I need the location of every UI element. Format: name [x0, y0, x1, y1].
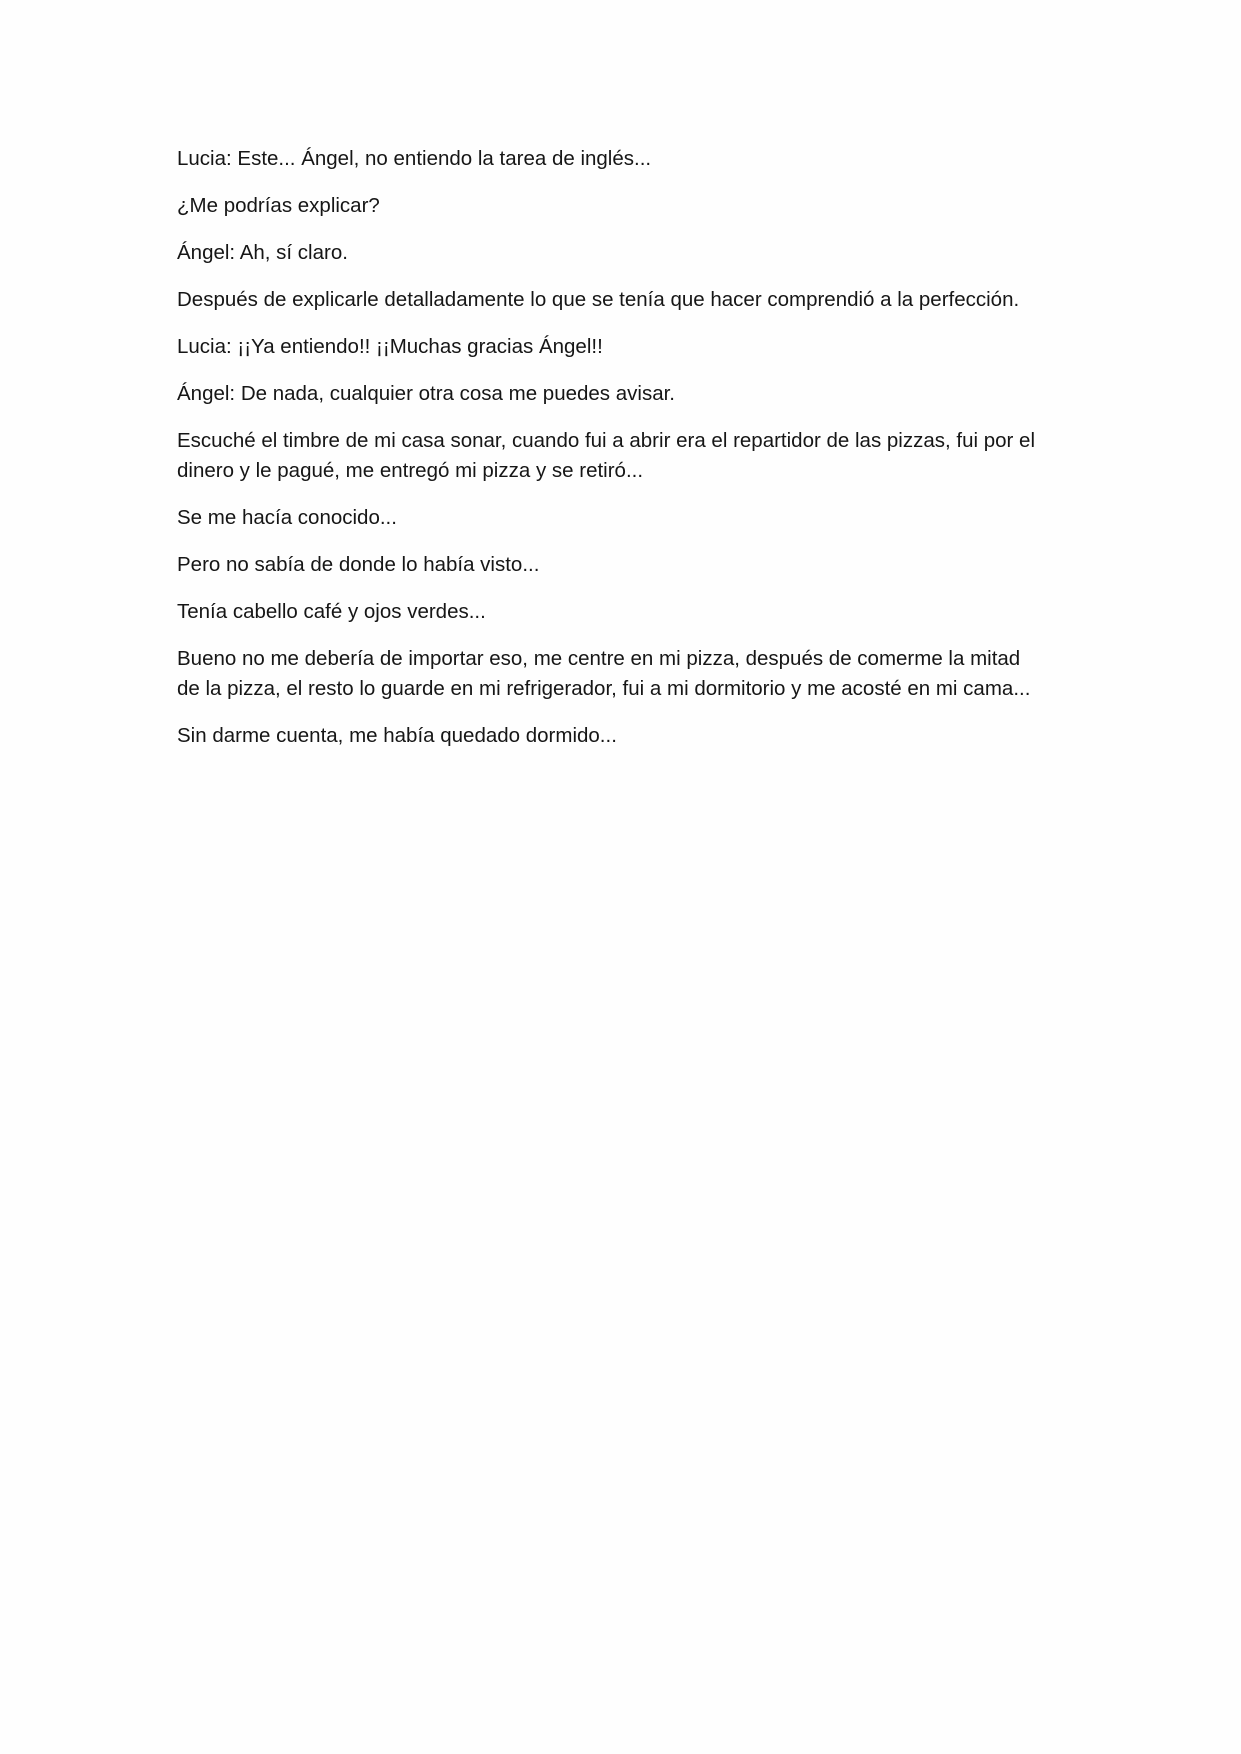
paragraph-11: Bueno no me debería de importar eso, me centre en mi pizza, después de comerme la mitad de la pizza, el resto lo guarde en mi refrigerador, fui a mi dormitorio y me acosté en mi cama...: [177, 647, 1031, 700]
paragraph-8: Se me hacía conocido...: [177, 506, 397, 529]
document-body: [177, 144, 1077, 768]
paragraph-2: ¿Me podrías explicar?: [177, 194, 380, 217]
paragraph-7: Escuché el timbre de mi casa sonar, cuando fui a abrir era el repartidor de las pizzas, fui por el dinero y le pagué, me entregó mi pizza y se retiró...: [177, 429, 1036, 482]
paragraph-3: Ángel: Ah, sí claro.: [177, 241, 348, 264]
paragraph-9: Pero no sabía de donde lo había visto...: [177, 553, 540, 576]
paragraph-1: Lucia: Este... Ángel, no entiendo la tarea de inglés...: [177, 147, 652, 170]
paragraph-4: Después de explicarle detalladamente lo que se tenía que hacer comprendió a la perfección.: [177, 288, 1020, 311]
paragraph-6: Ángel: De nada, cualquier otra cosa me puedes avisar.: [177, 382, 675, 405]
paragraph-12: Sin darme cuenta, me había quedado dormido...: [177, 724, 617, 747]
paragraph-10: Tenía cabello café y ojos verdes...: [177, 600, 486, 623]
paragraph-5: Lucia: ¡¡Ya entiendo!! ¡¡Muchas gracias Ángel!!: [177, 335, 603, 358]
